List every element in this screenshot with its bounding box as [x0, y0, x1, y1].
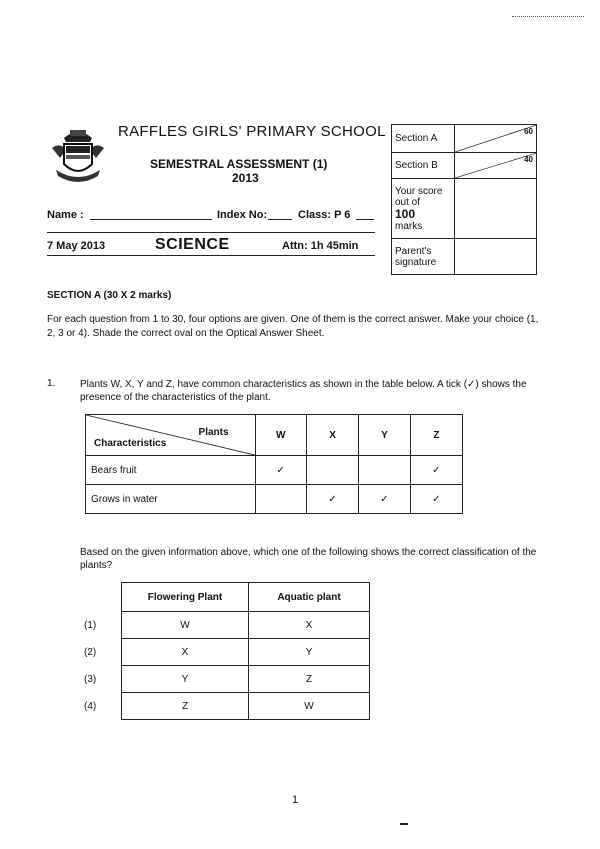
table-row	[86, 456, 463, 485]
option-aquatic: Z	[249, 666, 370, 693]
tick-cell: ✓	[410, 456, 462, 485]
option-flowering: Z	[122, 693, 249, 720]
header-rule-bottom	[47, 255, 375, 256]
option-number: (3)	[84, 673, 97, 685]
school-crest-icon	[50, 124, 106, 186]
option-flowering: X	[122, 639, 249, 666]
index-blank	[268, 219, 292, 220]
marks-text: marks	[395, 220, 423, 232]
tick-cell: ✓	[255, 456, 306, 485]
options-table	[80, 582, 370, 720]
section-b-label: Section B	[392, 153, 455, 179]
question-stem: Based on the given information above, which one of the following shows the correct classification of the plants?	[80, 547, 537, 571]
section-instructions: For each question from 1 to 30, four options are given. One of them is the correct answer. Make your choice (1, 2, 3 or 4). Shade the correct oval on the Optical Answer Sheet.	[47, 314, 539, 339]
index-label: Index No:	[217, 209, 268, 221]
exam-year: 2013	[232, 171, 259, 185]
section-title: SECTION A (30 X 2 marks)	[47, 290, 172, 301]
class-blank	[356, 219, 374, 220]
tick-cell	[255, 485, 306, 514]
header-rule-top	[47, 232, 375, 233]
tick-cell	[306, 456, 358, 485]
plant-header-x: X	[306, 415, 358, 456]
corner-diagonal	[86, 415, 255, 455]
section-a-max: 60	[524, 127, 533, 136]
option-flowering: Y	[122, 666, 249, 693]
options-corner	[80, 583, 122, 612]
question-text: Plants W, X, Y and Z, have common characteristics as shown in the table below. A tick (✓) shows the presence of the characteristics of the plant.	[80, 379, 527, 403]
option-row[interactable]	[80, 693, 370, 720]
plant-header-y: Y	[359, 415, 410, 456]
exam-date: 7 May 2013	[47, 240, 106, 252]
score-box	[391, 124, 537, 275]
option-number: (2)	[84, 646, 97, 658]
subject-title: SCIENCE	[155, 236, 230, 253]
option-aquatic: Y	[249, 639, 370, 666]
question-number: 1.	[47, 378, 56, 389]
school-name: RAFFLES GIRLS' PRIMARY SCHOOL	[118, 123, 386, 140]
name-label: Name :	[47, 209, 84, 221]
section-b-max: 40	[524, 155, 533, 164]
plant-header-w: W	[255, 415, 306, 456]
total-score-cell	[454, 179, 536, 239]
section-a-label: Section A	[392, 125, 455, 153]
scan-mark	[400, 823, 408, 825]
aquatic-plant-header: Aquatic plant	[249, 583, 370, 612]
flowering-plant-header: Flowering Plant	[122, 583, 249, 612]
exam-duration: Attn: 1h 45min	[282, 240, 359, 252]
tick-cell: ✓	[306, 485, 358, 514]
plant-header-z: Z	[410, 415, 462, 456]
name-blank	[90, 219, 212, 220]
option-row[interactable]	[80, 612, 370, 639]
characteristics-table	[85, 414, 463, 514]
parent-signature-label: Parent's signature	[392, 239, 455, 275]
option-aquatic: X	[249, 612, 370, 639]
exam-title: SEMESTRAL ASSESSMENT (1)	[150, 157, 328, 171]
top-dotted-mark	[512, 16, 584, 17]
characteristics-header: Characteristics	[94, 438, 167, 449]
your-score-text: Your score out of	[395, 185, 443, 208]
plants-header: Plants	[198, 427, 229, 438]
option-aquatic: W	[249, 693, 370, 720]
page-number: 1	[292, 794, 299, 806]
option-number: (4)	[84, 700, 97, 712]
row-label: Bears fruit	[86, 456, 256, 485]
table-corner-header	[86, 415, 256, 456]
table-row	[86, 485, 463, 514]
total-marks: 100	[395, 206, 416, 221]
option-number: (1)	[84, 619, 97, 631]
option-flowering: W	[122, 612, 249, 639]
section-a-score-cell	[454, 125, 536, 153]
tick-cell: ✓	[359, 485, 410, 514]
option-row[interactable]	[80, 639, 370, 666]
tick-cell	[359, 456, 410, 485]
total-score-label	[392, 179, 455, 239]
parent-signature-cell	[454, 239, 536, 275]
tick-cell: ✓	[410, 485, 462, 514]
class-label: Class: P 6	[298, 209, 351, 221]
option-row[interactable]	[80, 666, 370, 693]
section-b-score-cell	[454, 153, 536, 179]
row-label: Grows in water	[86, 485, 256, 514]
